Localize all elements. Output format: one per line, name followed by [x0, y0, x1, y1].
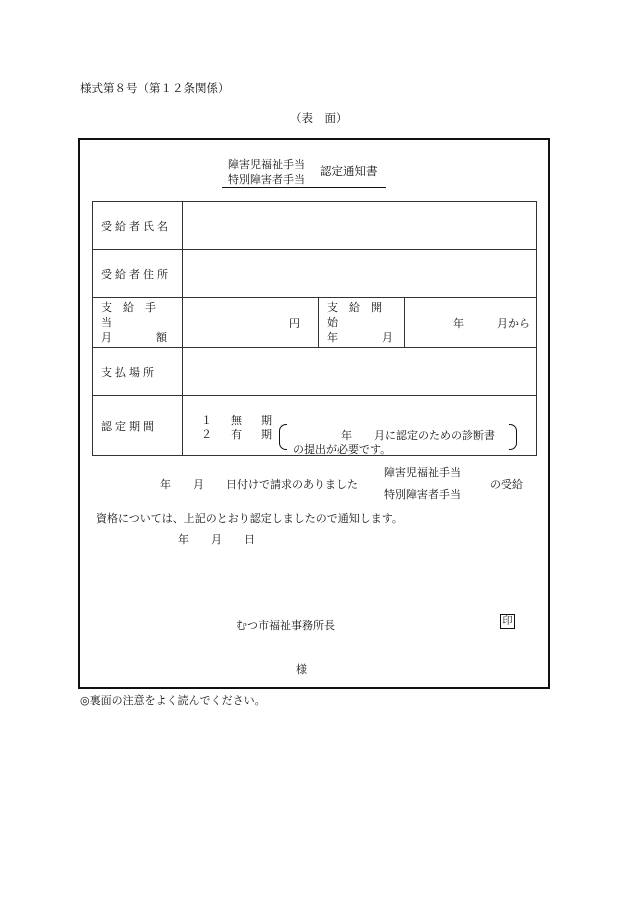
table-row	[93, 250, 537, 298]
notice-sentence: 資格については、上記のとおり認定しましたので通知します。	[96, 512, 403, 525]
allowance-name-2: 特別障害者手当	[384, 488, 461, 501]
table-row	[93, 396, 537, 456]
seal-mark: 印	[500, 614, 515, 629]
issuer-name: むつ市福祉事務所長	[236, 619, 335, 632]
payment-place-label: 支払場所	[93, 348, 183, 396]
bracket-left	[279, 424, 287, 450]
payment-start-label: 支 給 開 始 年 月	[319, 298, 405, 348]
recipient-name-field[interactable]	[183, 202, 537, 250]
footer-note: ◎裏面の注意をよく読んでください。	[80, 694, 266, 707]
recipient-name-label: 受給者氏名	[93, 202, 183, 250]
period-option-fixed[interactable]: ２ 有 期	[201, 428, 276, 441]
period-label: 認定期間	[93, 396, 183, 456]
period-option-indefinite[interactable]: １ 無 期	[201, 414, 276, 427]
notice-date: 年 月 日	[178, 533, 255, 546]
request-date-text: 年 月 日付けで請求のありました	[160, 478, 358, 491]
monthly-amount-label: 支 給 手 当 月 額	[93, 298, 183, 348]
payment-start-field[interactable]	[405, 298, 537, 348]
allowance-name-1: 障害児福祉手当	[384, 466, 461, 479]
title-line-2: 特別障害者手当	[228, 173, 305, 186]
payment-place-field[interactable]	[183, 348, 537, 396]
form-number: 様式第８号（第１２条関係）	[80, 81, 230, 95]
title-suffix: 認定通知書	[320, 164, 378, 178]
table-row	[93, 348, 537, 396]
addressee-suffix: 様	[296, 663, 307, 676]
details-table	[92, 201, 537, 456]
table-row	[93, 202, 537, 250]
recipient-address-label: 受給者住所	[93, 250, 183, 298]
monthly-amount-field[interactable]	[183, 298, 319, 348]
yen-unit: 円	[289, 316, 300, 330]
document-title	[222, 155, 386, 188]
period-note-line-2: の提出が必要です。	[293, 443, 392, 456]
period-note-line-1: 年 月に認定のための診断書	[341, 429, 495, 442]
period-field[interactable]	[183, 396, 537, 456]
bracket-right	[509, 424, 517, 450]
recipient-address-field[interactable]	[183, 250, 537, 298]
side-label: （表 面）	[290, 111, 348, 125]
payment-start-value: 年 月から	[453, 316, 531, 330]
table-row	[93, 298, 537, 348]
eligibility-suffix: の受給	[490, 478, 523, 491]
title-line-1: 障害児福祉手当	[228, 158, 305, 171]
